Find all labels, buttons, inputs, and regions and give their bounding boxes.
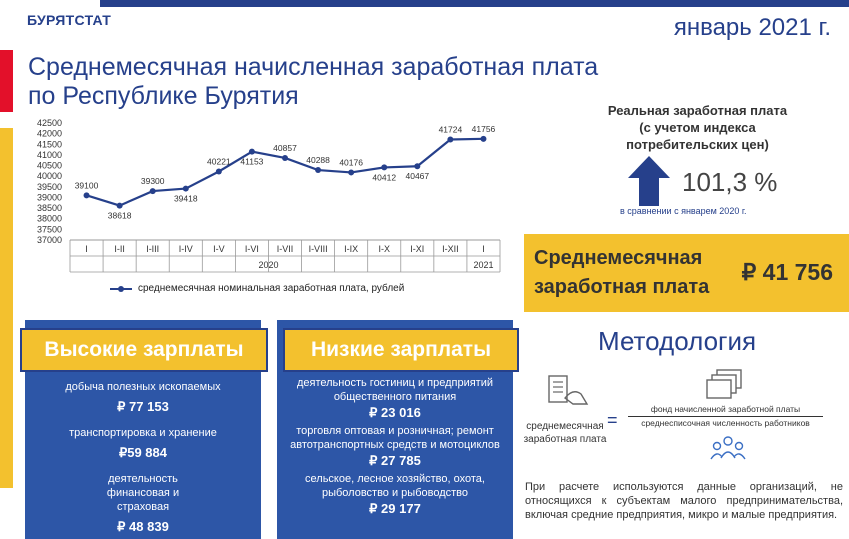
x-tick-label: I-VI [244,244,259,254]
high-item-text: деятельность финансовая и страховая [106,473,180,513]
high-wages-list [25,374,261,534]
y-tick-label: 37000 [36,235,62,245]
side-accent-red [0,50,13,112]
real-wage-title-line2: (с учетом индекса [639,120,756,135]
legend-label: среднемесячная номинальная заработная плата, рублей [138,283,405,294]
y-tick-label: 38000 [36,213,62,224]
data-label: 40412 [372,172,397,183]
data-label: 40176 [339,157,363,168]
x-tick-label: I-X [378,244,390,254]
data-label: 40288 [306,155,330,166]
real-wage-value: 101,3 % [682,167,778,197]
high-item-value: ₽ 77 153 [117,399,169,414]
y-tick-label: 40000 [36,171,62,182]
page-title-line2: по Республике Бурятия [28,82,299,110]
x-tick-label: I-II [114,244,125,254]
high-item-value: ₽59 884 [118,445,168,460]
x-tick-label: I-IV [178,244,193,254]
report-period: январь 2021 г. [673,14,831,41]
wage-line-chart [28,118,508,303]
low-wages-title: Низкие зарплаты [283,328,519,372]
avg-wage-value: ₽ 41 756 [741,259,833,285]
page-title-line1: Среднемесячная начисленная заработная плата [28,53,599,81]
y-tick-label: 39000 [36,192,62,203]
data-point [150,188,156,194]
documents-icon [705,368,745,402]
x-tick-label: I-VIII [308,244,328,254]
data-label: 39300 [140,176,165,187]
real-wage-title-line3: потребительских цен) [626,137,769,152]
x-tick-label: I-III [146,244,160,254]
low-item-text: деятельность гостиниц и предприятий общественного питания [296,377,494,403]
x-tick-label: I-XII [442,244,459,254]
high-item-value: ₽ 48 839 [117,519,169,534]
page-title [28,53,598,111]
data-point [315,167,321,173]
payroll-icon [545,372,591,416]
low-item-text: торговля оптовая и розничная; ремонт автотранспортных средств и мотоциклов [290,425,500,451]
arrow-up-icon [628,156,670,206]
avg-wage-label-line2: заработная плата [534,276,710,298]
methodology-formula [520,372,849,472]
low-item-text: сельское, лесное хозяйство, охота, рыболовство и рыбоводство [305,473,485,499]
methodology-note: При расчете используются данные организаций, не относящихся к субъектам малого предпринимательства, включая средние предприятия, микро и малые предприятия. [525,481,843,521]
x-tick-label: I-IX [344,244,359,254]
data-point [348,169,354,175]
y-tick-label: 41000 [36,149,62,160]
low-item-value: ₽ 23 016 [369,405,421,420]
real-wage-title [585,102,810,153]
high-item-text: транспортировка и хранение [69,427,217,439]
high-wages-title: Высокие зарплаты [20,328,268,372]
real-wage-note: в сравнении с январем 2020 г. [620,206,747,216]
formula-numerator: фонд начисленной заработной платы [628,404,823,417]
people-icon [710,434,746,460]
y-tick-label: 37500 [36,224,62,235]
top-bar [100,0,849,7]
side-accent-yellow [0,128,13,488]
y-tick-label: 39500 [36,181,62,192]
data-point [447,137,453,143]
org-name: БУРЯТСТАТ [27,12,112,28]
high-item-text: добыча полезных ископаемых [65,381,221,393]
low-wages-list [277,376,513,516]
chart-svg [28,118,508,278]
data-point [183,186,189,192]
data-point [249,149,255,155]
data-label: 41724 [438,124,463,135]
data-label: 40221 [207,156,231,167]
data-label: 38618 [107,210,132,221]
x-tick-label: I-VII [276,244,294,254]
formula-denominator: среднесписочная численность работников [641,418,810,428]
x-tick-label: I-V [213,244,225,254]
avg-wage-label-line1: Среднемесячная [534,247,703,269]
x-tick-label: I [85,244,88,254]
data-label: 39418 [173,193,198,204]
data-point [480,136,486,142]
data-label: 39100 [74,180,99,191]
year-group-label: 2021 [473,260,494,270]
low-item-value: ₽ 27 785 [369,453,421,468]
real-wage-title-line1: Реальная заработная плата [607,103,788,118]
y-tick-label: 41500 [36,139,62,150]
x-tick-label: I-XI [410,244,425,254]
legend-swatch [110,288,132,290]
data-point [414,163,420,169]
x-tick-label: I [482,244,485,254]
y-tick-label: 42500 [36,118,62,128]
data-point [84,192,90,198]
formula-left-label: среднемесячная заработная плата [523,421,607,445]
avg-wage-label [534,244,734,302]
data-point [282,155,288,161]
y-tick-label: 42000 [36,128,62,139]
data-label: 41756 [471,123,496,134]
data-point [381,164,387,170]
data-label: 40467 [405,171,430,182]
methodology-title: Методология [598,326,757,356]
data-label: 41153 [240,156,264,167]
data-label: 40857 [273,142,297,153]
data-point [117,203,123,209]
chart-legend [110,283,404,294]
avg-wage-box [524,234,849,312]
y-tick-label: 40500 [36,160,62,171]
low-item-value: ₽ 29 177 [369,501,421,516]
equals-sign: = [607,410,618,430]
y-tick-label: 38500 [36,203,62,214]
data-point [216,168,222,174]
year-group-label: 2020 [258,260,279,270]
